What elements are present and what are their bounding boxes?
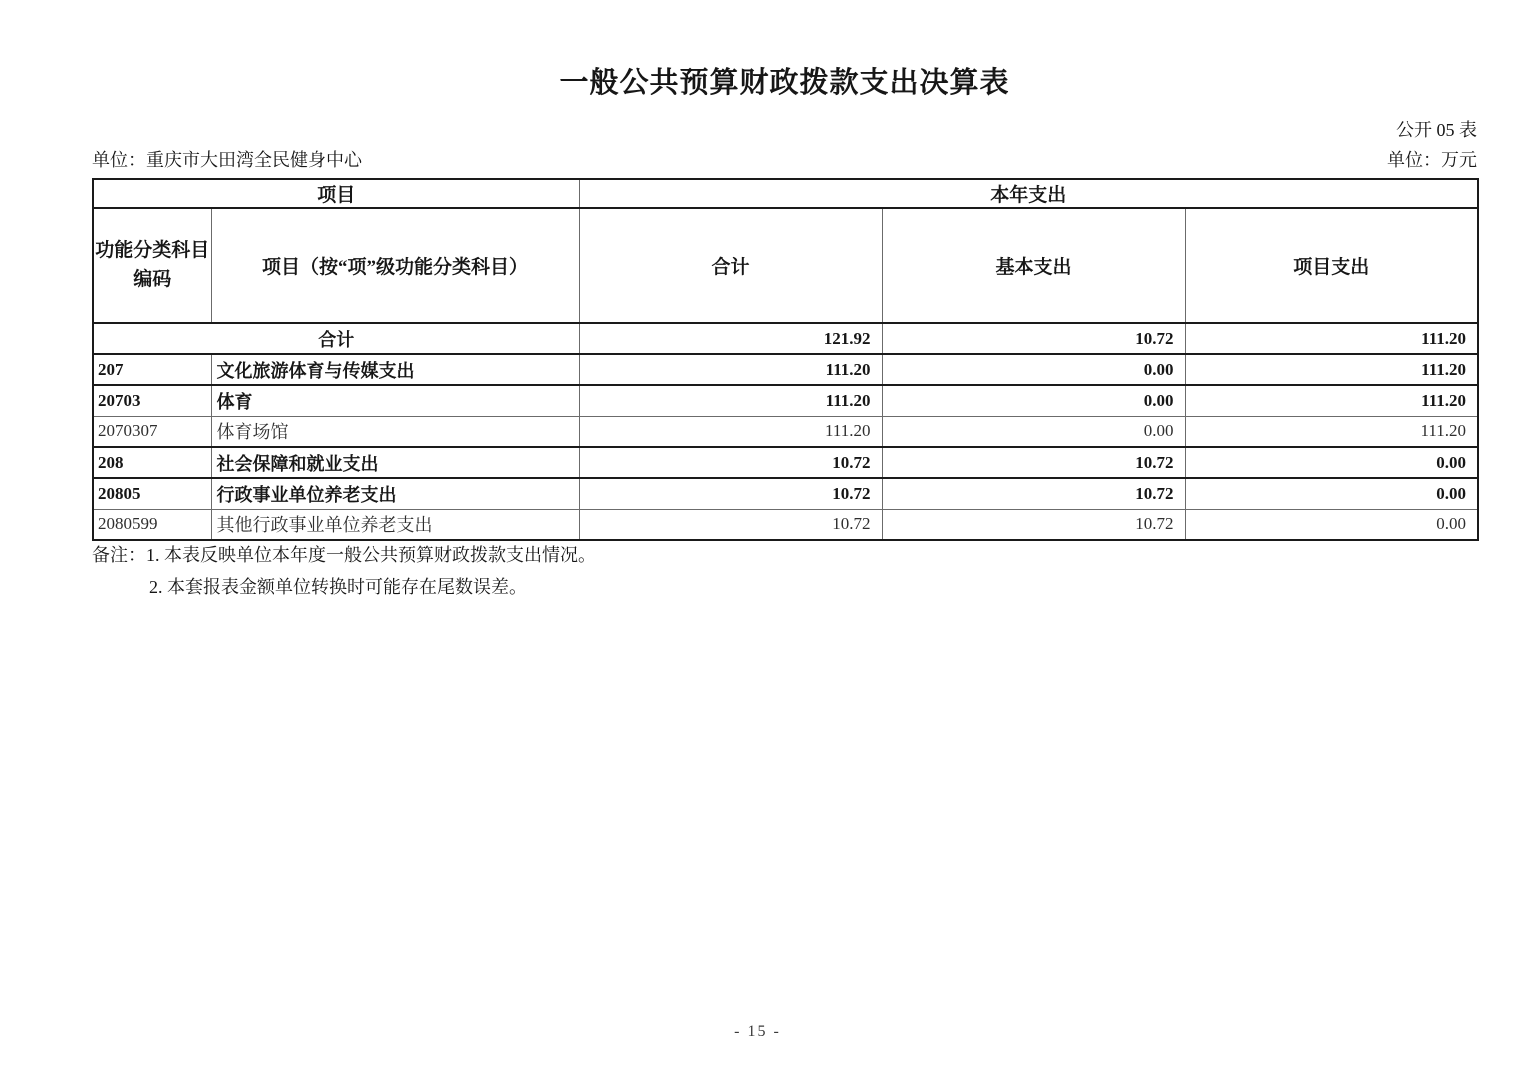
meta-row (92, 146, 1477, 172)
table-body (93, 323, 1478, 540)
row-item-label: 体育 (211, 385, 579, 416)
row-basic-value: 10.72 (882, 447, 1185, 478)
row-code: 20703 (93, 385, 211, 416)
row-project-value: 0.00 (1185, 509, 1478, 540)
row-basic-value: 10.72 (882, 323, 1185, 354)
row-item-label: 合计 (93, 323, 579, 354)
row-item-label: 行政事业单位养老支出 (211, 478, 579, 509)
row-total-value: 111.20 (579, 416, 882, 447)
row-project-value: 111.20 (1185, 354, 1478, 385)
header-group-expenditure: 本年支出 (579, 179, 1478, 208)
header-col-total: 合计 (579, 208, 882, 323)
table-row (93, 354, 1478, 385)
header-col-code-line2: 编码 (133, 268, 172, 290)
row-code: 207 (93, 354, 211, 385)
row-total-value: 10.72 (579, 447, 882, 478)
header-col-basic: 基本支出 (882, 208, 1185, 323)
note-line-1: 备注：1. 本表反映单位本年度一般公共预算财政拨款支出情况。 (92, 545, 596, 565)
row-code: 2070307 (93, 416, 211, 447)
table-row (93, 416, 1478, 447)
row-item-label: 其他行政事业单位养老支出 (211, 509, 579, 540)
unit-currency-label: 单位：万元 (1387, 150, 1477, 170)
row-code: 20805 (93, 478, 211, 509)
row-total-value: 10.72 (579, 509, 882, 540)
page-number: - 15 - (734, 1023, 781, 1040)
row-basic-value: 0.00 (882, 416, 1185, 447)
row-basic-value: 0.00 (882, 385, 1185, 416)
notes-block (92, 546, 1477, 610)
row-basic-value: 10.72 (882, 509, 1185, 540)
row-project-value: 111.20 (1185, 385, 1478, 416)
header-columns-row (93, 208, 1478, 323)
header-col-item: 项目（按“项”级功能分类科目） (211, 208, 579, 323)
table-row (93, 323, 1478, 354)
row-code: 208 (93, 447, 211, 478)
row-total-value: 111.20 (579, 385, 882, 416)
table-row (93, 509, 1478, 540)
header-group-row (93, 179, 1478, 208)
row-project-value: 111.20 (1185, 323, 1478, 354)
row-project-value: 0.00 (1185, 478, 1478, 509)
row-total-value: 111.20 (579, 354, 882, 385)
header-col-code-line1: 功能分类科目 (95, 240, 210, 261)
row-item-label: 社会保障和就业支出 (211, 447, 579, 478)
row-project-value: 111.20 (1185, 416, 1478, 447)
doc-number-label: 公开 05 表 (1396, 120, 1477, 140)
row-basic-value: 0.00 (882, 354, 1185, 385)
note-line-2: 2. 本套报表金额单位转换时可能存在尾数误差。 (149, 577, 527, 597)
row-total-value: 121.92 (579, 323, 882, 354)
row-total-value: 10.72 (579, 478, 882, 509)
table-header (93, 179, 1478, 323)
page-title: 一般公共预算财政拨款支出决算表 (559, 67, 1010, 99)
budget-expenditure-table (92, 178, 1479, 541)
table-row (93, 478, 1478, 509)
row-basic-value: 10.72 (882, 478, 1185, 509)
header-group-item: 项目 (93, 179, 579, 208)
table-row (93, 447, 1478, 478)
row-item-label: 文化旅游体育与传媒支出 (211, 354, 579, 385)
table-row (93, 385, 1478, 416)
unit-name-label: 单位：重庆市大田湾全民健身中心 (92, 150, 362, 170)
row-project-value: 0.00 (1185, 447, 1478, 478)
header-col-project: 项目支出 (1185, 208, 1478, 323)
row-item-label: 体育场馆 (211, 416, 579, 447)
header-col-code (93, 208, 211, 323)
row-code: 2080599 (93, 509, 211, 540)
